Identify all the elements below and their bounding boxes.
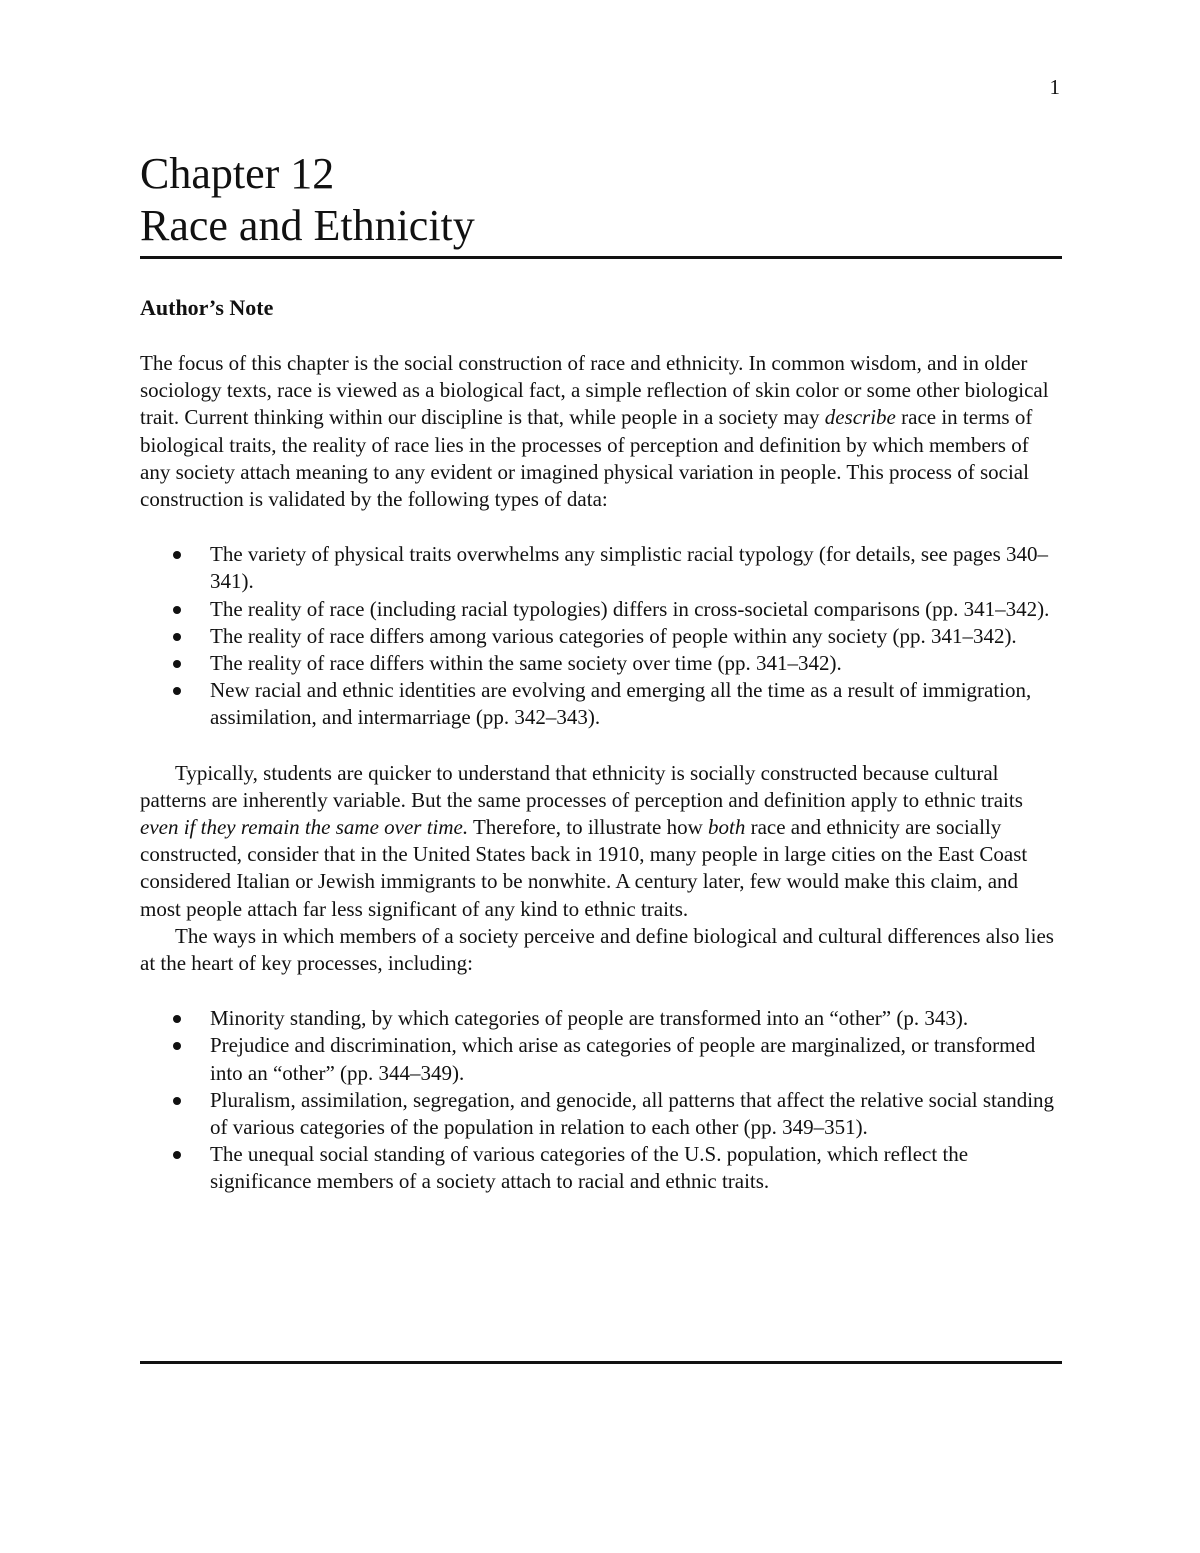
list-item-text: Pluralism, assimilation, segregation, and genocide, all patterns that affect the relative social standing of various categories of the population in relation to each other (pp. 349–351). [210, 1087, 1055, 1140]
bullet-icon [173, 1097, 181, 1105]
data-types-list [140, 541, 1062, 731]
bullet-icon [173, 606, 181, 614]
bullet-icon [173, 1042, 181, 1050]
list-item [140, 596, 1062, 623]
list-item-text: The unequal social standing of various categories of the U.S. population, which reflect the significance members of a society attach to racial and ethnic traits. [210, 1142, 969, 1194]
bullet-icon [173, 660, 181, 668]
list-item [140, 1005, 1062, 1032]
typically-text-part: Therefore, to illustrate how [468, 815, 708, 840]
chapter-name: Race and Ethnicity [140, 201, 475, 250]
chapter-title [140, 148, 1062, 259]
typically-text-part: race and ethnicity are socially constructed, consider that in the United States back in 1910, many people in large cities on the East Coast considered Italian or Jewish immigrants to be nonwhite. A century later, few would make this claim, and most people attach far less significant of any kind to ethnic traits. [140, 815, 1028, 921]
list-item-text: The reality of race (including racial typologies) differs in cross-societal comparisons (pp. 341–342). [210, 596, 1050, 621]
bullet-icon [173, 1015, 181, 1023]
bullet-icon [173, 687, 181, 695]
list-item-text: Minority standing, by which categories of people are transformed into an “other” (p. 343). [210, 1006, 969, 1031]
bullet-icon [173, 1151, 181, 1159]
intro-text-part: race in terms of biological traits, the reality of race lies in the processes of perception and definition by which members of any society attach meaning to any evident or imagined physical variation in people. This process of social construction is validated by the following types of data: [140, 405, 1033, 512]
list-item-text: The reality of race differs among various categories of people within any society (pp. 341–342). [210, 623, 1017, 648]
authors-note-heading: Author’s Note [140, 295, 274, 320]
chapter-number: Chapter 12 [140, 149, 335, 198]
intro-emphasis-describe: describe [824, 405, 896, 430]
list-item-text: The reality of race differs within the same society over time (pp. 341–342). [210, 651, 842, 676]
bullet-icon [173, 633, 181, 641]
typically-emphasis: even if they remain the same over time. [140, 815, 469, 840]
list-item [140, 1087, 1062, 1141]
page-number: 1 [1049, 75, 1060, 99]
list-item [140, 541, 1062, 595]
list-item-text: Prejudice and discrimination, which arise as categories of people are marginalized, or transformed into an “other” (pp. 344–349). [210, 1033, 1036, 1085]
page-content [140, 148, 1062, 1196]
bullet-icon [173, 551, 181, 559]
intro-text-part: The focus of this chapter is the social construction of race and ethnicity. In common wisdom, and in older sociology texts, race is viewed as a biological fact, a simple reflection of skin color or some other biological trait. Current thinking within our discipline is that, while people in a society may [140, 351, 1049, 430]
list-item [140, 623, 1062, 650]
key-processes-list [140, 1005, 1062, 1195]
list-item-text: New racial and ethnic identities are evolving and emerging all the time as a result of immigration, assimilation, and intermarriage (pp. 342–343). [210, 678, 1032, 730]
ways-paragraph: The ways in which members of a society perceive and define biological and cultural differences also lies at the heart of key processes, including: [140, 923, 1054, 976]
typically-text-part: Typically, students are quicker to understand that ethnicity is socially constructed because cultural patterns are inherently variable. But the same processes of perception and definition apply to ethnic traits [140, 760, 1023, 812]
list-item [140, 1032, 1062, 1086]
list-item [140, 1141, 1062, 1195]
list-item [140, 677, 1062, 731]
list-item [140, 650, 1062, 677]
typically-paragraph [140, 760, 1062, 923]
bottom-divider [140, 1361, 1062, 1364]
typically-emphasis-both: both [707, 815, 746, 840]
intro-paragraph [140, 350, 1062, 513]
list-item-text: The variety of physical traits overwhelms any simplistic racial typology (for details, see pages 340–341). [210, 542, 1049, 594]
